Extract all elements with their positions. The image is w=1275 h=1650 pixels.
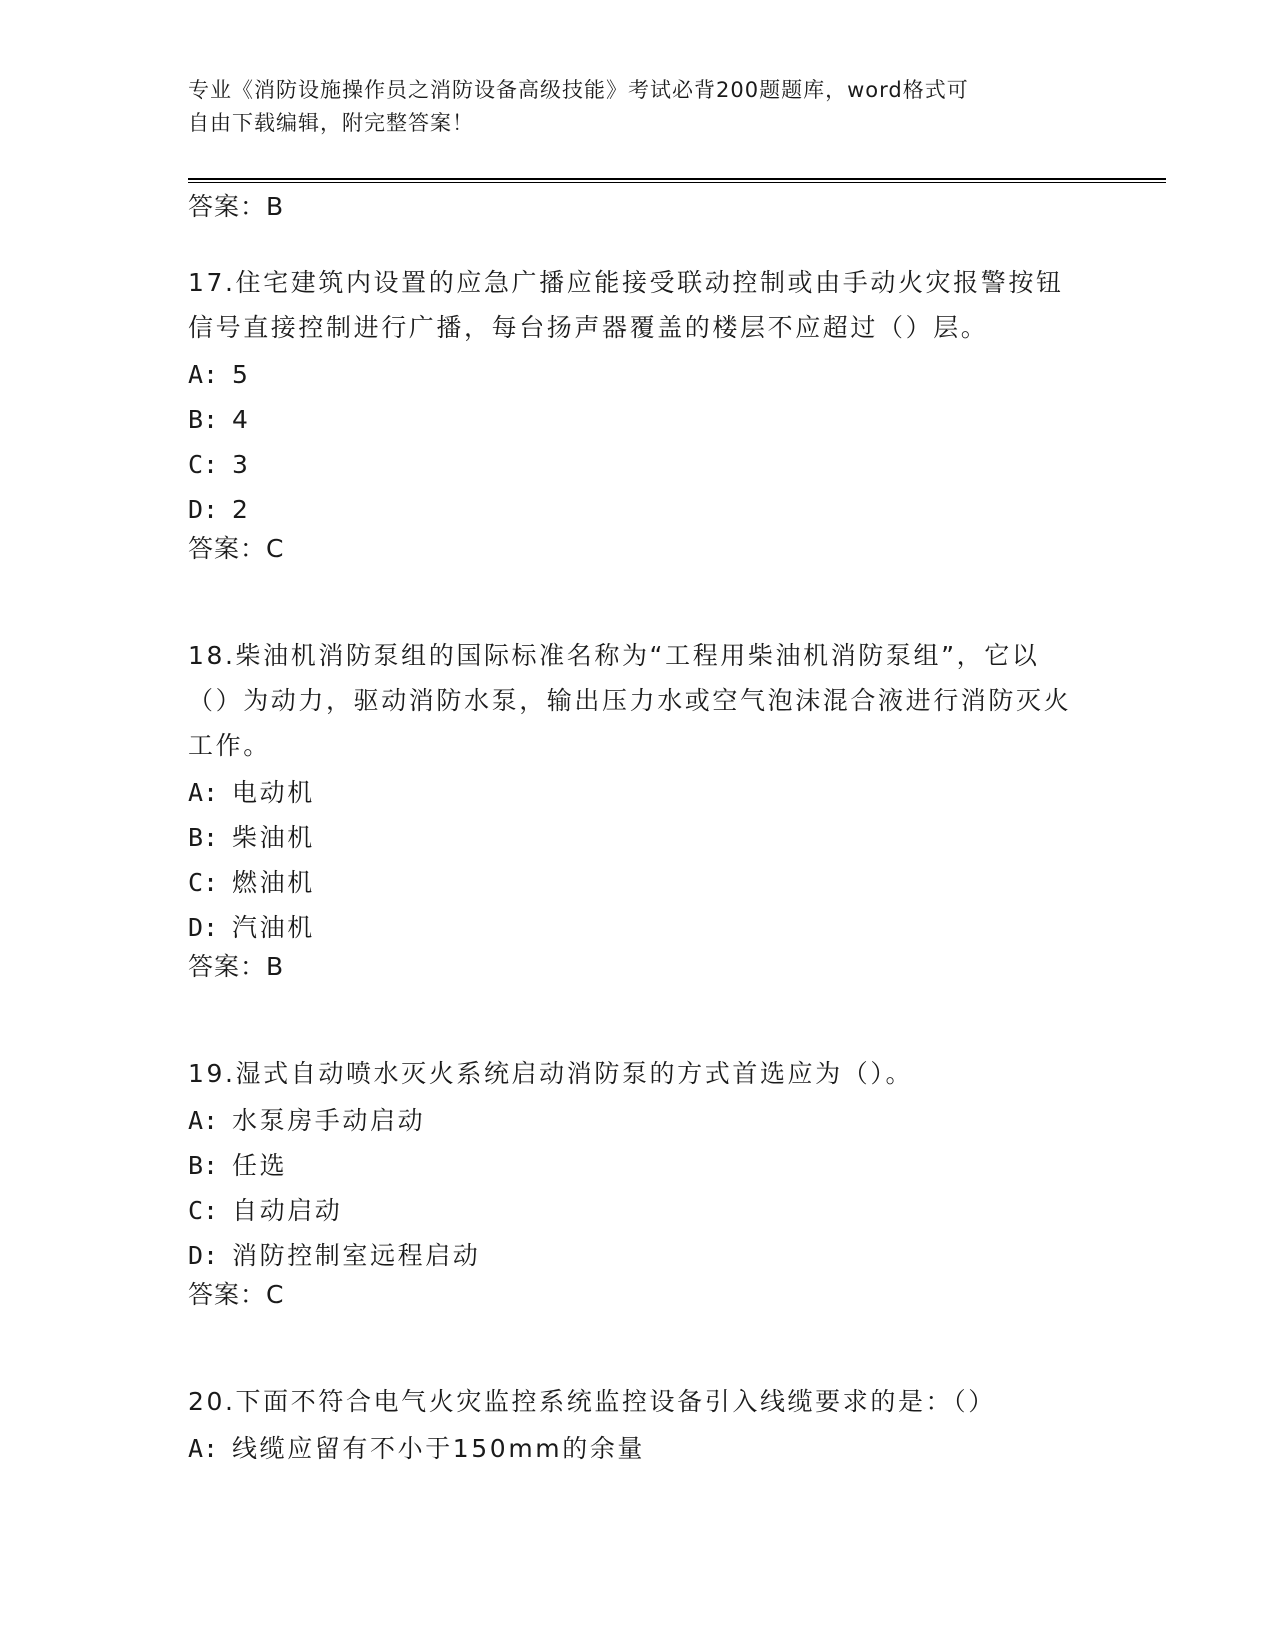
option-letter: B: [188, 1151, 219, 1180]
option-text: 消防控制室远程启动 [232, 1241, 481, 1270]
option-text: 3 [232, 450, 251, 479]
option-b [188, 1143, 1078, 1188]
header-line-2: 自由下载编辑，附完整答案！ [188, 111, 474, 135]
option-text: 燃油机 [232, 868, 315, 897]
option-text: 柴油机 [232, 823, 315, 852]
option-a [188, 770, 1078, 815]
option-letter: D: [188, 495, 219, 524]
question-18 [188, 633, 1078, 995]
question-text: 20.下面不符合电气火灾监控系统监控设备引入线缆要求的是：（） [188, 1387, 996, 1416]
option-letter: C: [188, 450, 219, 479]
question-text: 19.湿式自动喷水灭火系统启动消防泵的方式首选应为（）。 [188, 1059, 914, 1088]
option-b [188, 815, 1078, 860]
option-c [188, 442, 1078, 487]
option-letter: B: [188, 823, 219, 852]
option-letter: A: [188, 778, 219, 807]
option-letter: D: [188, 913, 219, 942]
answer-line: 答案：C [188, 534, 285, 563]
option-letter: A: [188, 1434, 219, 1463]
answer-line: 答案：B [188, 952, 285, 981]
document-header [188, 74, 1068, 140]
option-letter: C: [188, 1196, 219, 1225]
question-text: 18.柴油机消防泵组的国际标准名称为“工程用柴油机消防泵组”，它以（）为动力，驱动消防水泵，输出压力水或空气泡沫混合液进行消防灭火工作。 [188, 641, 1072, 760]
option-text: 5 [232, 360, 251, 389]
option-d [188, 487, 1078, 532]
option-letter: B: [188, 405, 219, 434]
option-a [188, 352, 1078, 397]
option-d [188, 905, 1078, 950]
option-c [188, 860, 1078, 905]
spacer [188, 995, 1078, 1051]
option-c [188, 1188, 1078, 1233]
answer-line: 答案：C [188, 1280, 285, 1309]
option-text: 任选 [232, 1151, 288, 1180]
spacer [188, 1323, 1078, 1379]
header-line-1: 专业《消防设施操作员之消防设备高级技能》考试必背200题题库，word格式可 [188, 78, 969, 102]
option-a [188, 1426, 1078, 1471]
option-text: 汽油机 [232, 913, 315, 942]
option-text: 2 [232, 495, 251, 524]
option-text: 自动启动 [232, 1196, 343, 1225]
option-d [188, 1233, 1078, 1278]
option-letter: A: [188, 360, 219, 389]
option-text: 电动机 [232, 778, 315, 807]
option-a [188, 1098, 1078, 1143]
question-19 [188, 1051, 1078, 1323]
question-17 [188, 260, 1078, 577]
question-20 [188, 1379, 1078, 1471]
option-letter: D: [188, 1241, 219, 1270]
question-text: 17.住宅建筑内设置的应急广播应能接受联动控制或由手动火灾报警按钮信号直接控制进行广播，每台扬声器覆盖的楼层不应超过（）层。 [188, 268, 1064, 342]
option-text: 线缆应留有不小于150mm的余量 [232, 1434, 646, 1463]
question-list [188, 190, 1078, 1471]
option-letter: C: [188, 868, 219, 897]
option-b [188, 397, 1078, 442]
spacer [188, 577, 1078, 633]
header-divider [188, 178, 1166, 183]
option-text: 水泵房手动启动 [232, 1106, 426, 1135]
option-letter: A: [188, 1106, 219, 1135]
answer-line: 答案：B [188, 192, 285, 221]
option-text: 4 [232, 405, 251, 434]
